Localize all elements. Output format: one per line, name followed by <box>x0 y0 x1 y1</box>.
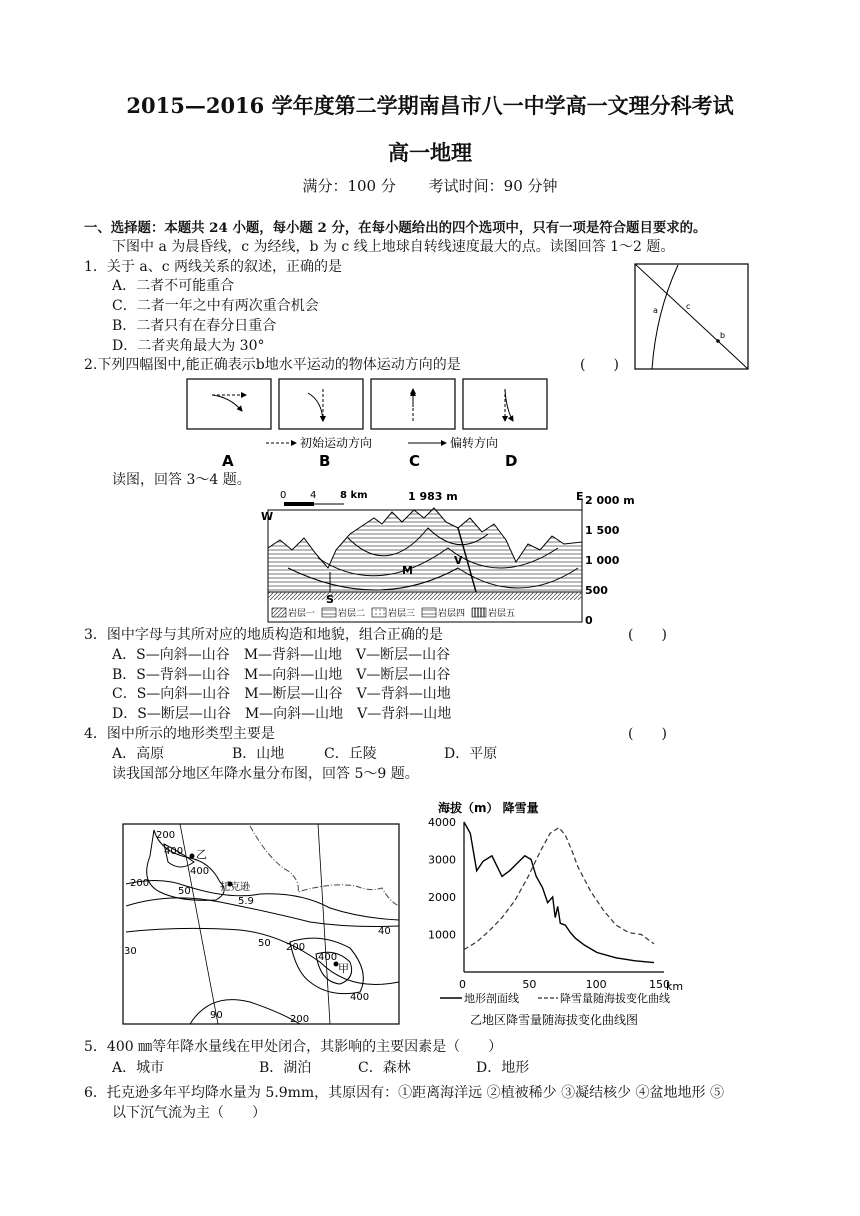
legend-layer2: 岩层二 <box>338 609 366 619</box>
q2-stem: 2.下列四幅图中,能正确表示b地水平运动的物体运动方向的是 <box>84 357 461 373</box>
q5-option: D．地形 <box>476 1060 530 1076</box>
isohyet-label: 400 <box>164 846 184 857</box>
series-terrain-line <box>464 822 654 963</box>
precipitation-map <box>120 822 402 1026</box>
q3-option: A．S—向斜—山谷 M—背斜—山地 V—断层—山谷 <box>112 647 451 663</box>
x-tick-label: 50 <box>522 978 537 991</box>
label-west: W <box>261 510 274 523</box>
label-c: c <box>686 302 691 311</box>
full-score: 满分：100 分 <box>302 177 396 195</box>
scale-8km: 8 km <box>340 490 368 501</box>
q2-paren: ( ) <box>580 357 619 373</box>
option-label-a: A <box>222 452 234 469</box>
q5-option: C．森林 <box>358 1060 411 1076</box>
q6-stem-line1: 6．托克逊多年平均降水量为 5.9mm，其原因有：①距离海洋远 ②植被稀少 ③凝结核少 ④盆地地形 ⑤ <box>84 1085 724 1101</box>
isohyet-label: 200 <box>286 942 306 953</box>
q6-stem-line2: 以下沉气流为主（ ） <box>112 1105 266 1121</box>
exam-title: 2015—2016 学年度第二学期南昌市八一中学高一文理分科考试 <box>126 93 734 118</box>
label-s: S <box>326 593 334 606</box>
option-label-c: C <box>409 452 421 469</box>
scale-0: 0 <box>280 490 287 501</box>
label-b: b <box>720 331 726 340</box>
q4-option: A．高原 <box>112 746 165 762</box>
read-34: 读图，回答 3～4 题。 <box>112 472 251 488</box>
legend-layer4: 岩层四 <box>438 609 466 619</box>
terminator-figure <box>634 263 750 371</box>
q1-option: D．二者夹角最大为 30° <box>112 338 265 354</box>
legend-initial-direction: 初始运动方向 <box>300 436 373 450</box>
legend-layer1: 岩层一 <box>288 609 316 619</box>
isohyet-label: 200 <box>130 878 150 889</box>
scale-4: 4 <box>310 490 317 501</box>
exam-time: 考试时间：90 分钟 <box>428 177 558 195</box>
q5-option: A．城市 <box>112 1060 165 1076</box>
isohyet-label: 200 <box>290 1014 310 1025</box>
series-snowfall-line <box>464 828 654 950</box>
y-tick-label: 2000 <box>428 891 456 904</box>
x-tick-label: 0 <box>459 978 466 991</box>
isohyet-label: 400 <box>190 866 210 877</box>
q4-option: C．丘陵 <box>324 746 377 762</box>
label-a: a <box>653 306 658 315</box>
ytick-2000: 2 000 m <box>585 494 635 507</box>
isohyet-label: 90 <box>210 1010 223 1021</box>
section-intro: 下图中 a 为晨昏线，c 为经线，b 为 c 线上地球自转线速度最大的点。读图回答 1～2 题。 <box>112 239 675 255</box>
x-tick-label: 150 <box>649 978 670 991</box>
y-tick-label: 1000 <box>428 928 456 942</box>
ytick-1000: 1 000 <box>585 554 620 567</box>
q4-option: B．山地 <box>232 746 285 762</box>
isohyet-label: 30 <box>124 946 137 957</box>
geologic-profile <box>258 488 640 626</box>
y-tick-label: 3000 <box>428 853 456 867</box>
chart-caption: 乙地区降雪量随海拔变化曲线图 <box>470 1013 639 1027</box>
q3-paren: ( ) <box>628 627 667 643</box>
ytick-500: 500 <box>585 584 608 597</box>
chart-ylabel: 海拔（m） 降雪量 <box>438 801 539 815</box>
x-tick-label: 100 <box>585 978 607 991</box>
q5-stem: 5．400 ㎜等年降水量线在甲处闭合，其影响的主要因素是（ ） <box>84 1039 503 1055</box>
place-tuokexun: 托克逊 <box>220 882 250 893</box>
legend-deflection: 偏转方向 <box>450 436 499 450</box>
x-unit: km <box>666 980 684 993</box>
isohyet-label: 50 <box>258 938 271 949</box>
q5-option: B．湖泊 <box>259 1060 312 1076</box>
read-59: 读我国部分地区年降水量分布图，回答 5～9 题。 <box>112 766 419 782</box>
isohyet-label: 50 <box>178 886 191 897</box>
label-m: M <box>402 564 413 577</box>
precip-value: 5.9 <box>238 896 254 907</box>
q1-option: C．二者一年之中有两次重合机会 <box>112 298 319 314</box>
q1-option: A．二者不可能重合 <box>112 278 235 294</box>
q2-figure <box>180 377 560 469</box>
snowfall-chart <box>420 790 710 1034</box>
legend-snowfall: 降雪量随海拔变化曲线 <box>560 992 670 1005</box>
section-heading: 一、选择题：本题共 24 小题，每小题 2 分，在每小题给出的四个选项中，只有一项是符合题目要求的。 <box>84 220 707 236</box>
q4-option: D．平原 <box>444 746 498 762</box>
q4-stem: 4．图中所示的地形类型主要是 <box>84 726 275 742</box>
peak-elevation: 1 983 m <box>408 490 458 503</box>
legend-layer3: 岩层三 <box>388 609 416 619</box>
isohyet-label: 200 <box>156 830 176 841</box>
ytick-1500: 1 500 <box>585 524 620 537</box>
q3-stem: 3．图中字母与其所对应的地质构造和地貌，组合正确的是 <box>84 627 443 643</box>
place-yi: 乙 <box>196 848 207 861</box>
subject-title: 高一地理 <box>388 140 472 165</box>
q1-option: B．二者只有在春分日重合 <box>112 318 277 334</box>
y-tick-label: 4000 <box>428 816 456 829</box>
isohyet-label: 400 <box>350 992 370 1003</box>
place-jia: 甲 <box>338 962 349 975</box>
label-v: V <box>454 554 463 567</box>
option-label-d: D <box>505 452 518 469</box>
option-label-b: B <box>319 452 331 469</box>
legend-layer5: 岩层五 <box>488 609 516 619</box>
ytick-0: 0 <box>585 614 593 626</box>
legend-terrain: 地形剖面线 <box>464 992 519 1005</box>
exam-meta <box>0 175 860 196</box>
q1-stem: 1．关于 a、c 两线关系的叙述，正确的是 <box>84 259 342 275</box>
q3-option: B．S—背斜—山谷 M—向斜—山地 V—断层—山谷 <box>112 667 451 683</box>
q4-paren: ( ) <box>628 726 667 742</box>
isohyet-label: 400 <box>318 952 338 963</box>
isohyet-label: 40 <box>378 926 391 937</box>
q3-option: D．S—断层—山谷 M—向斜—山地 V—背斜—山地 <box>112 706 452 722</box>
q3-option: C．S—向斜—山谷 M—断层—山谷 V—背斜—山地 <box>112 686 451 702</box>
label-east: E <box>576 490 584 503</box>
